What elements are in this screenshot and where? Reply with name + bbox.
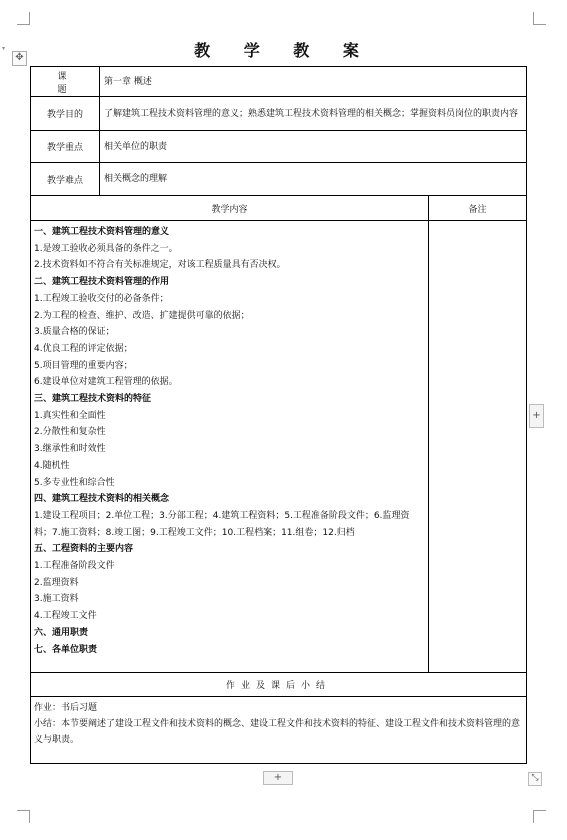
section-heading: 一、建筑工程技术资料管理的意义 bbox=[34, 227, 170, 237]
add-row-button[interactable]: + bbox=[263, 771, 293, 785]
difficulty-label: 教学难点 bbox=[31, 163, 100, 196]
row-content-header bbox=[31, 196, 527, 221]
crop-mark-bottom-right bbox=[533, 810, 546, 823]
difficulty-value[interactable]: 相关概念的理解 bbox=[100, 163, 527, 196]
list-item: 1.建设工程项目；2.单位工程；3.分部工程；4.建筑工程资料；5.工程准备阶段文件；6.监理资料；7.施工资料；8.竣工图；9.工程竣工文件；10.工程档案；11.组卷；12.归档 bbox=[34, 510, 410, 538]
page-title: 教 学 教 案 bbox=[194, 41, 373, 60]
section-heading: 四、建筑工程技术资料的相关概念 bbox=[34, 494, 170, 505]
notes-cell[interactable] bbox=[429, 221, 527, 673]
list-item: 3.施工资料 bbox=[34, 594, 79, 605]
section-heading: 二、建筑工程技术资料管理的作用 bbox=[34, 277, 170, 288]
table-move-handle-icon[interactable]: ✥ bbox=[12, 51, 27, 66]
summary-cell[interactable] bbox=[31, 697, 527, 764]
list-item: 1.工程竣工验收交付的必备条件； bbox=[34, 293, 169, 304]
aim-label: 教学目的 bbox=[31, 97, 100, 131]
list-item: 3.质量合格的保证； bbox=[34, 327, 115, 338]
list-item: 2.分散性和复杂性 bbox=[34, 427, 106, 438]
list-item: 5.项目管理的重要内容； bbox=[34, 360, 133, 371]
list-item: 1.真实性和全面性 bbox=[34, 410, 106, 421]
row-difficulty bbox=[31, 163, 527, 196]
section-heading: 五、工程资料的主要内容 bbox=[34, 544, 134, 555]
notes-header: 备注 bbox=[429, 196, 527, 221]
list-item: 2.为工程的检查、维护、改造、扩建提供可靠的依据； bbox=[34, 310, 250, 321]
row-topic bbox=[31, 67, 527, 97]
list-item: 5.多专业性和综合性 bbox=[34, 477, 115, 488]
section-heading: 七、各单位职责 bbox=[34, 644, 98, 655]
summary-text: 小结：本节要阐述了建设工程文件和技术资料的概念、建设工程文件和技术资料的特征、建设工程文件和技术资料管理的意义与职责。 bbox=[34, 719, 521, 745]
list-item: 2.技术资料如不符合有关标准规定，对该工程质量具有否决权。 bbox=[34, 260, 286, 271]
section-heading: 六、通用职责 bbox=[34, 627, 89, 638]
section-heading: 三、建筑工程技术资料的特征 bbox=[34, 394, 152, 405]
list-item: 3.继承性和时效性 bbox=[34, 444, 106, 455]
lesson-plan-table bbox=[30, 66, 527, 764]
list-item: 1.是竣工验收必须具备的条件之一。 bbox=[34, 243, 178, 254]
list-item: 1.工程准备阶段文件 bbox=[34, 561, 115, 572]
content-header: 教学内容 bbox=[31, 196, 429, 221]
row-summary-header bbox=[31, 673, 527, 697]
topic-value[interactable]: 第一章 概述 bbox=[100, 67, 527, 97]
row-summary bbox=[31, 697, 527, 764]
crop-mark-top-left bbox=[17, 12, 30, 25]
ruler-tick-icon: ▾ bbox=[2, 45, 6, 52]
list-item: 2.监理资料 bbox=[34, 577, 79, 588]
aim-value[interactable]: 了解建筑工程技术资料管理的意义；熟悉建筑工程技术资料管理的相关概念；掌握资料员岗位的职责内容 bbox=[100, 97, 527, 131]
add-column-button[interactable]: + bbox=[529, 404, 544, 428]
list-item: 4.随机性 bbox=[34, 460, 70, 471]
row-key bbox=[31, 131, 527, 163]
content-list bbox=[34, 224, 425, 658]
content-cell[interactable] bbox=[31, 221, 429, 673]
homework-text: 作业：书后习题 bbox=[34, 703, 98, 713]
crop-mark-top-right bbox=[533, 12, 546, 25]
list-item: 4.工程竣工文件 bbox=[34, 611, 97, 622]
key-label: 教学重点 bbox=[31, 131, 100, 163]
list-item: 6.建设单位对建筑工程管理的依据。 bbox=[34, 377, 178, 388]
table-resize-handle-icon[interactable]: ⤡ bbox=[528, 772, 542, 786]
summary-header: 作业及课后小结 bbox=[31, 673, 527, 697]
row-content bbox=[31, 221, 527, 673]
key-value[interactable]: 相关单位的职责 bbox=[100, 131, 527, 163]
list-item: 4.优良工程的评定依据； bbox=[34, 343, 133, 354]
topic-label: 课 题 bbox=[31, 67, 100, 97]
row-aim bbox=[31, 97, 527, 131]
crop-mark-bottom-left bbox=[17, 810, 30, 823]
